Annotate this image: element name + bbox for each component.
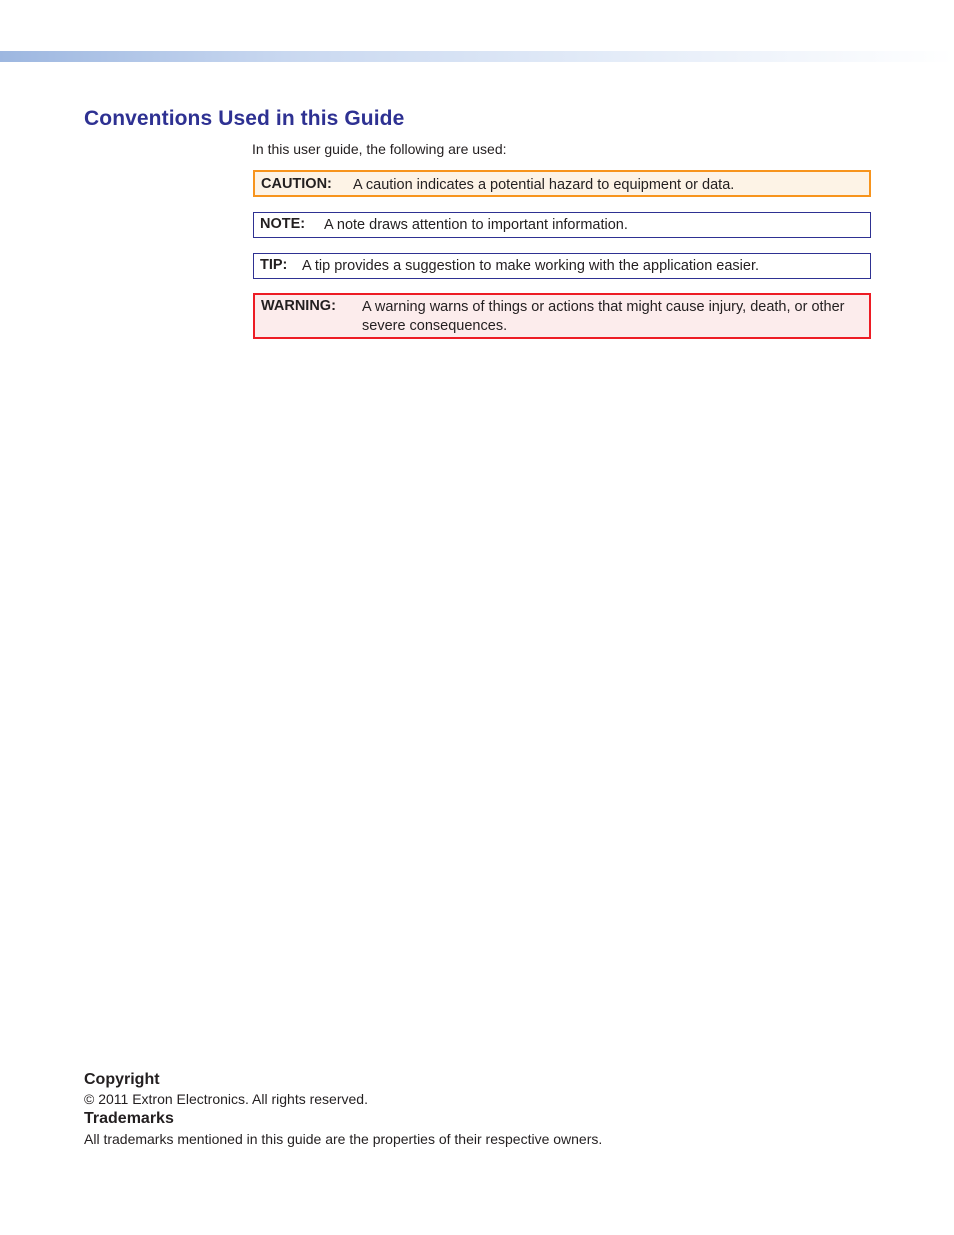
- tip-text: A tip provides a suggestion to make working with the application easier.: [302, 258, 760, 274]
- copyright-text: © 2011 Extron Electronics. All rights reserved.: [84, 1091, 368, 1107]
- page-title: Conventions Used in this Guide: [84, 107, 405, 130]
- trademarks-heading: Trademarks: [84, 1110, 174, 1127]
- caution-label: CAUTION:: [261, 176, 332, 192]
- copyright-heading: Copyright: [84, 1071, 160, 1088]
- caution-callout: [253, 170, 871, 197]
- header-band: [0, 51, 954, 62]
- trademarks-text: All trademarks mentioned in this guide are the properties of their respective owners.: [84, 1131, 603, 1147]
- note-label: NOTE:: [260, 216, 306, 232]
- intro-text: In this user guide, the following are used:: [252, 141, 507, 157]
- tip-callout: [253, 253, 871, 279]
- warning-callout: [253, 293, 871, 339]
- warning-text: A warning warns of things or actions that might cause injury, death, or other severe consequences.: [362, 299, 845, 334]
- note-text: A note draws attention to important information.: [324, 217, 628, 233]
- tip-label: TIP:: [260, 257, 288, 273]
- note-callout: [253, 212, 871, 238]
- caution-text: A caution indicates a potential hazard to equipment or data.: [353, 177, 735, 193]
- warning-label: WARNING:: [261, 298, 336, 314]
